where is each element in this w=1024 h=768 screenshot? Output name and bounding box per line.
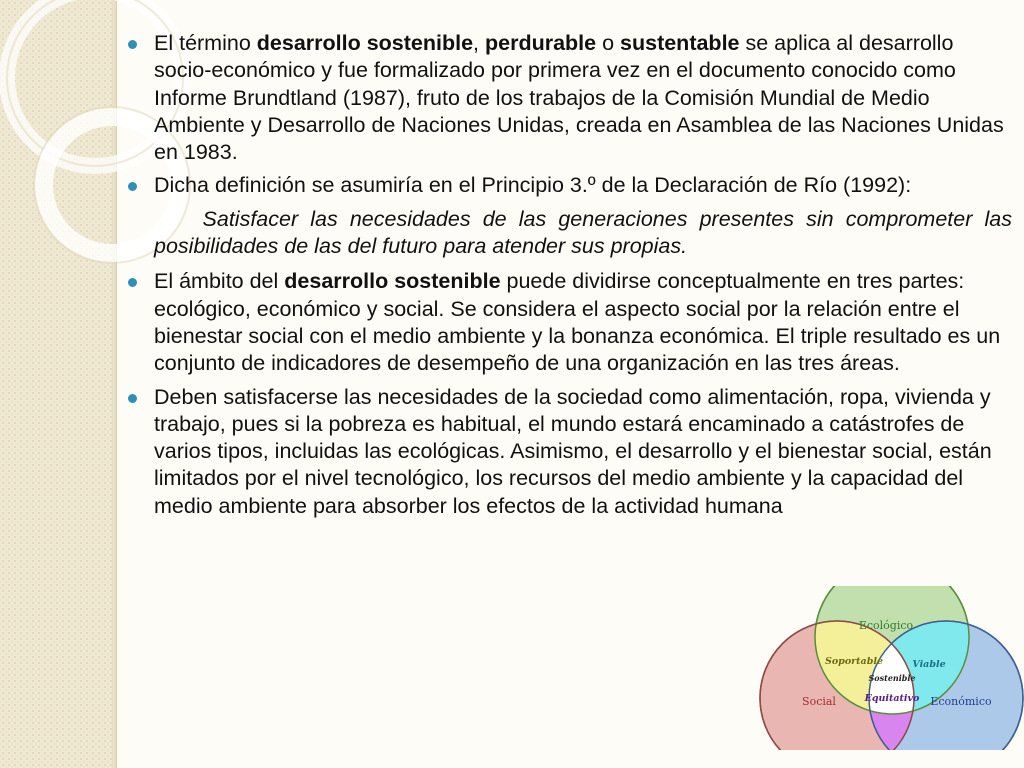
bullet-definition [128,30,1012,166]
bullet-dot [128,40,137,49]
text: Dicha definición se asumiría en el Principio 3.º de la Declaración de Río (1992): [154,173,912,198]
text: puede dividirse conceptualmente en tres partes: ecológico, económico y social. Se considera el aspecto social por la relación entre el bienestar social con el medio ambiente y la bonanza económica. El triple resultado es un conjunto de indicadores de desempeño de una organización en las tres áreas. [154,269,1001,376]
text: El ámbito del [154,269,285,294]
label-sostenible: Sostenible [868,673,916,683]
bold-term: desarrollo sostenible [284,269,501,294]
text: Deben satisfacerse las necesidades de la sociedad como alimentación, ropa, vivienda y trabajo, pues si la pobreza es habitual, el mundo estará encaminado a catástrofes de varios tipos, incluidas las ecológicas. Asimismo, el desarrollo y el bienestar social, están limitados por el nivel tecnológico, los recursos del medio ambiente y la capacidad del medio ambiente para absorber los efectos de la actividad humana [154,384,992,518]
label-soportable: Soportable [824,656,884,667]
text: o [596,31,621,55]
label-social: Social [802,695,836,708]
quote-definition [128,206,1012,261]
slide-body [128,30,1012,526]
bold-term: sustentable [620,31,740,55]
bold-term: desarrollo sostenible [256,31,474,55]
bullet-dot [128,394,137,403]
text: se aplica al desarrollo socio-económico y fue formalizado por primera vez en el documento conocido como Informe Brundtland (1987), fruto de los trabajos de la Comisión Mundial de Medio Ambiente y Desarrollo de Naciones Unidas, creada en Asamblea de las Naciones Unidas en 1983. [154,31,1004,165]
sustainability-venn-diagram [758,586,1024,750]
quote-text: Satisfacer las necesidades de las generaciones presentes sin comprometer las posibilidades de las del futuro para atender sus propias. [154,206,1012,259]
bullet-scope [128,268,1012,377]
bullet-rio-declaration [128,172,1012,199]
bullet-dot [128,278,137,287]
bullet-dot [128,182,137,191]
label-viable: Viable [912,659,946,670]
label-ecologico: Ecológico [858,619,914,632]
text: El término [154,31,257,55]
label-equitativo: Equitativo [864,693,920,704]
label-economico: Económico [930,695,992,708]
text: , [473,31,485,55]
bullet-needs [128,384,1012,520]
bold-term: perdurable [484,31,597,55]
